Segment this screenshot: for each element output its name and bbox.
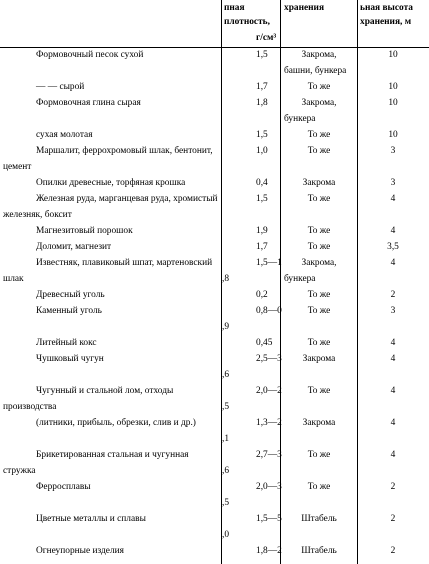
storage-method: То же [307,482,331,492]
material-name: сухая молотая [36,130,93,140]
storage-height: 3,5 [387,242,399,252]
storage-method: Закрома, [301,258,337,268]
bulk-density: 0,2 [256,290,268,300]
storage-height: 2 [390,514,396,524]
material-name: Древесный уголь [36,290,105,300]
material-name: Известняк, плавиковый шпат, мартеновский [36,258,213,268]
storage-method: Закрома [302,418,336,428]
storage-method: Закрома, [301,98,337,108]
material-name: Ферросплавы [36,482,91,492]
material-name: Железная руда, марганцевая руда, хромистый [36,194,218,204]
storage-height: 4 [390,226,396,236]
material-name: Опилки древесные, торфяная крошка [36,178,186,188]
bulk-density: 1,8 [256,98,268,108]
storage-method: Закрома [302,354,336,364]
material-name: (литники, прибыль, обрезки, слив и др.) [36,418,196,428]
bulk-density: 0,4 [256,178,268,188]
storage-method: То же [307,146,331,156]
storage-height: 4 [390,418,396,428]
bulk-density-continued: ,6 [222,370,230,380]
material-name-continued: шлак [3,274,24,284]
bulk-density-continued: ,1 [222,434,230,444]
storage-method: Штабель [301,514,337,524]
bulk-density: 1,3—2 [256,418,282,428]
storage-method: То же [307,450,331,460]
bulk-density: 1,8—2 [256,546,282,556]
bulk-density-continued: ,0 [222,530,230,540]
storage-method: То же [307,130,331,140]
bulk-density: 1,5 [256,130,268,140]
storage-method: То же [307,290,331,300]
storage-height: 10 [388,50,398,60]
storage-height: 10 [388,130,398,140]
material-name: Доломит, магнезит [36,242,112,252]
storage-height: 3 [390,306,396,316]
storage-method: Закрома, [301,50,337,60]
storage-method: То же [307,306,331,316]
storage-height: 2 [390,482,396,492]
storage-method-continued: бункера [284,114,316,124]
storage-method: То же [307,82,331,92]
material-name: Магнезитовый порошок [36,226,133,236]
material-name: Чугунный и стальной лом, отходы [36,386,174,396]
bulk-density: 0,45 [256,338,273,348]
header-storage: хранения [284,3,325,13]
bulk-density: 1,7 [256,82,268,92]
bulk-density: 1,5 [256,50,268,60]
material-name: Формовочная глина сырая [36,98,141,108]
material-name: Брикетированная стальная и чугунная [36,450,189,460]
storage-method-continued: башни, бункера [284,66,347,76]
header-density-line1: пная [224,3,245,13]
bulk-density: 0,8—0 [256,306,282,316]
bulk-density: 1,5—1 [256,258,282,268]
material-name-continued: производства [3,402,57,412]
storage-height: 4 [390,338,396,348]
storage-method: Штабель [301,546,337,556]
storage-method: То же [307,226,331,236]
material-name: Чушковый чугун [36,354,104,364]
bulk-density-continued: ,5 [222,498,230,508]
storage-height: 10 [388,98,398,108]
storage-method: То же [307,194,331,204]
storage-height: 2 [390,546,396,556]
storage-height: 4 [390,354,396,364]
header-density-line2: плотность, [224,17,270,27]
storage-method: То же [307,338,331,348]
bulk-density: 1,7 [256,242,268,252]
bulk-density-continued: ,9 [222,322,230,332]
material-name-continued: цемент [3,162,32,172]
storage-height: 4 [390,450,396,460]
bulk-density: 1,5 [256,194,268,204]
material-name: Огнеупорные изделия [36,546,124,556]
bulk-density: 1,5—5 [256,514,282,524]
bulk-density: 2,7—3 [256,450,282,460]
storage-method-continued: бункера [284,274,316,284]
material-name: Формовочный песок сухой [36,50,144,60]
column-divider [280,0,281,564]
column-divider [357,0,358,564]
material-name-continued: стружка [3,466,36,476]
bulk-density: 2,5—3 [256,354,282,364]
storage-method: То же [307,386,331,396]
storage-height: 4 [390,386,396,396]
storage-height: 3 [390,178,396,188]
bulk-density: 1,9 [256,226,268,236]
storage-height: 3 [390,146,396,156]
header-density-unit: г/см³ [256,33,277,43]
storage-method: То же [307,242,331,252]
bulk-density: 2,0—3 [256,482,282,492]
material-name: — — сырой [36,82,85,92]
bulk-density-continued: ,8 [222,274,230,284]
bulk-density: 2,0—2 [256,386,282,396]
bulk-density-continued: ,6 [222,466,230,476]
material-name: Цветные металлы и сплавы [36,514,146,524]
storage-height: 10 [388,82,398,92]
header-divider [0,47,429,48]
storage-height: 4 [390,258,396,268]
material-name: Маршалит, феррохромовый шлак, бентонит, [36,146,213,156]
bulk-density-continued: ,5 [222,402,230,412]
bulk-density: 1,0 [256,146,268,156]
material-name: Каменный уголь [36,306,102,316]
header-height-line2: хранения, м [360,17,412,27]
material-name-continued: железняк, боксит [3,210,72,220]
storage-height: 2 [390,290,396,300]
storage-method: Закрома [302,178,336,188]
header-height-line1: ьная высота [360,3,413,13]
material-name: Литейный кокс [36,338,97,348]
storage-height: 4 [390,194,396,204]
